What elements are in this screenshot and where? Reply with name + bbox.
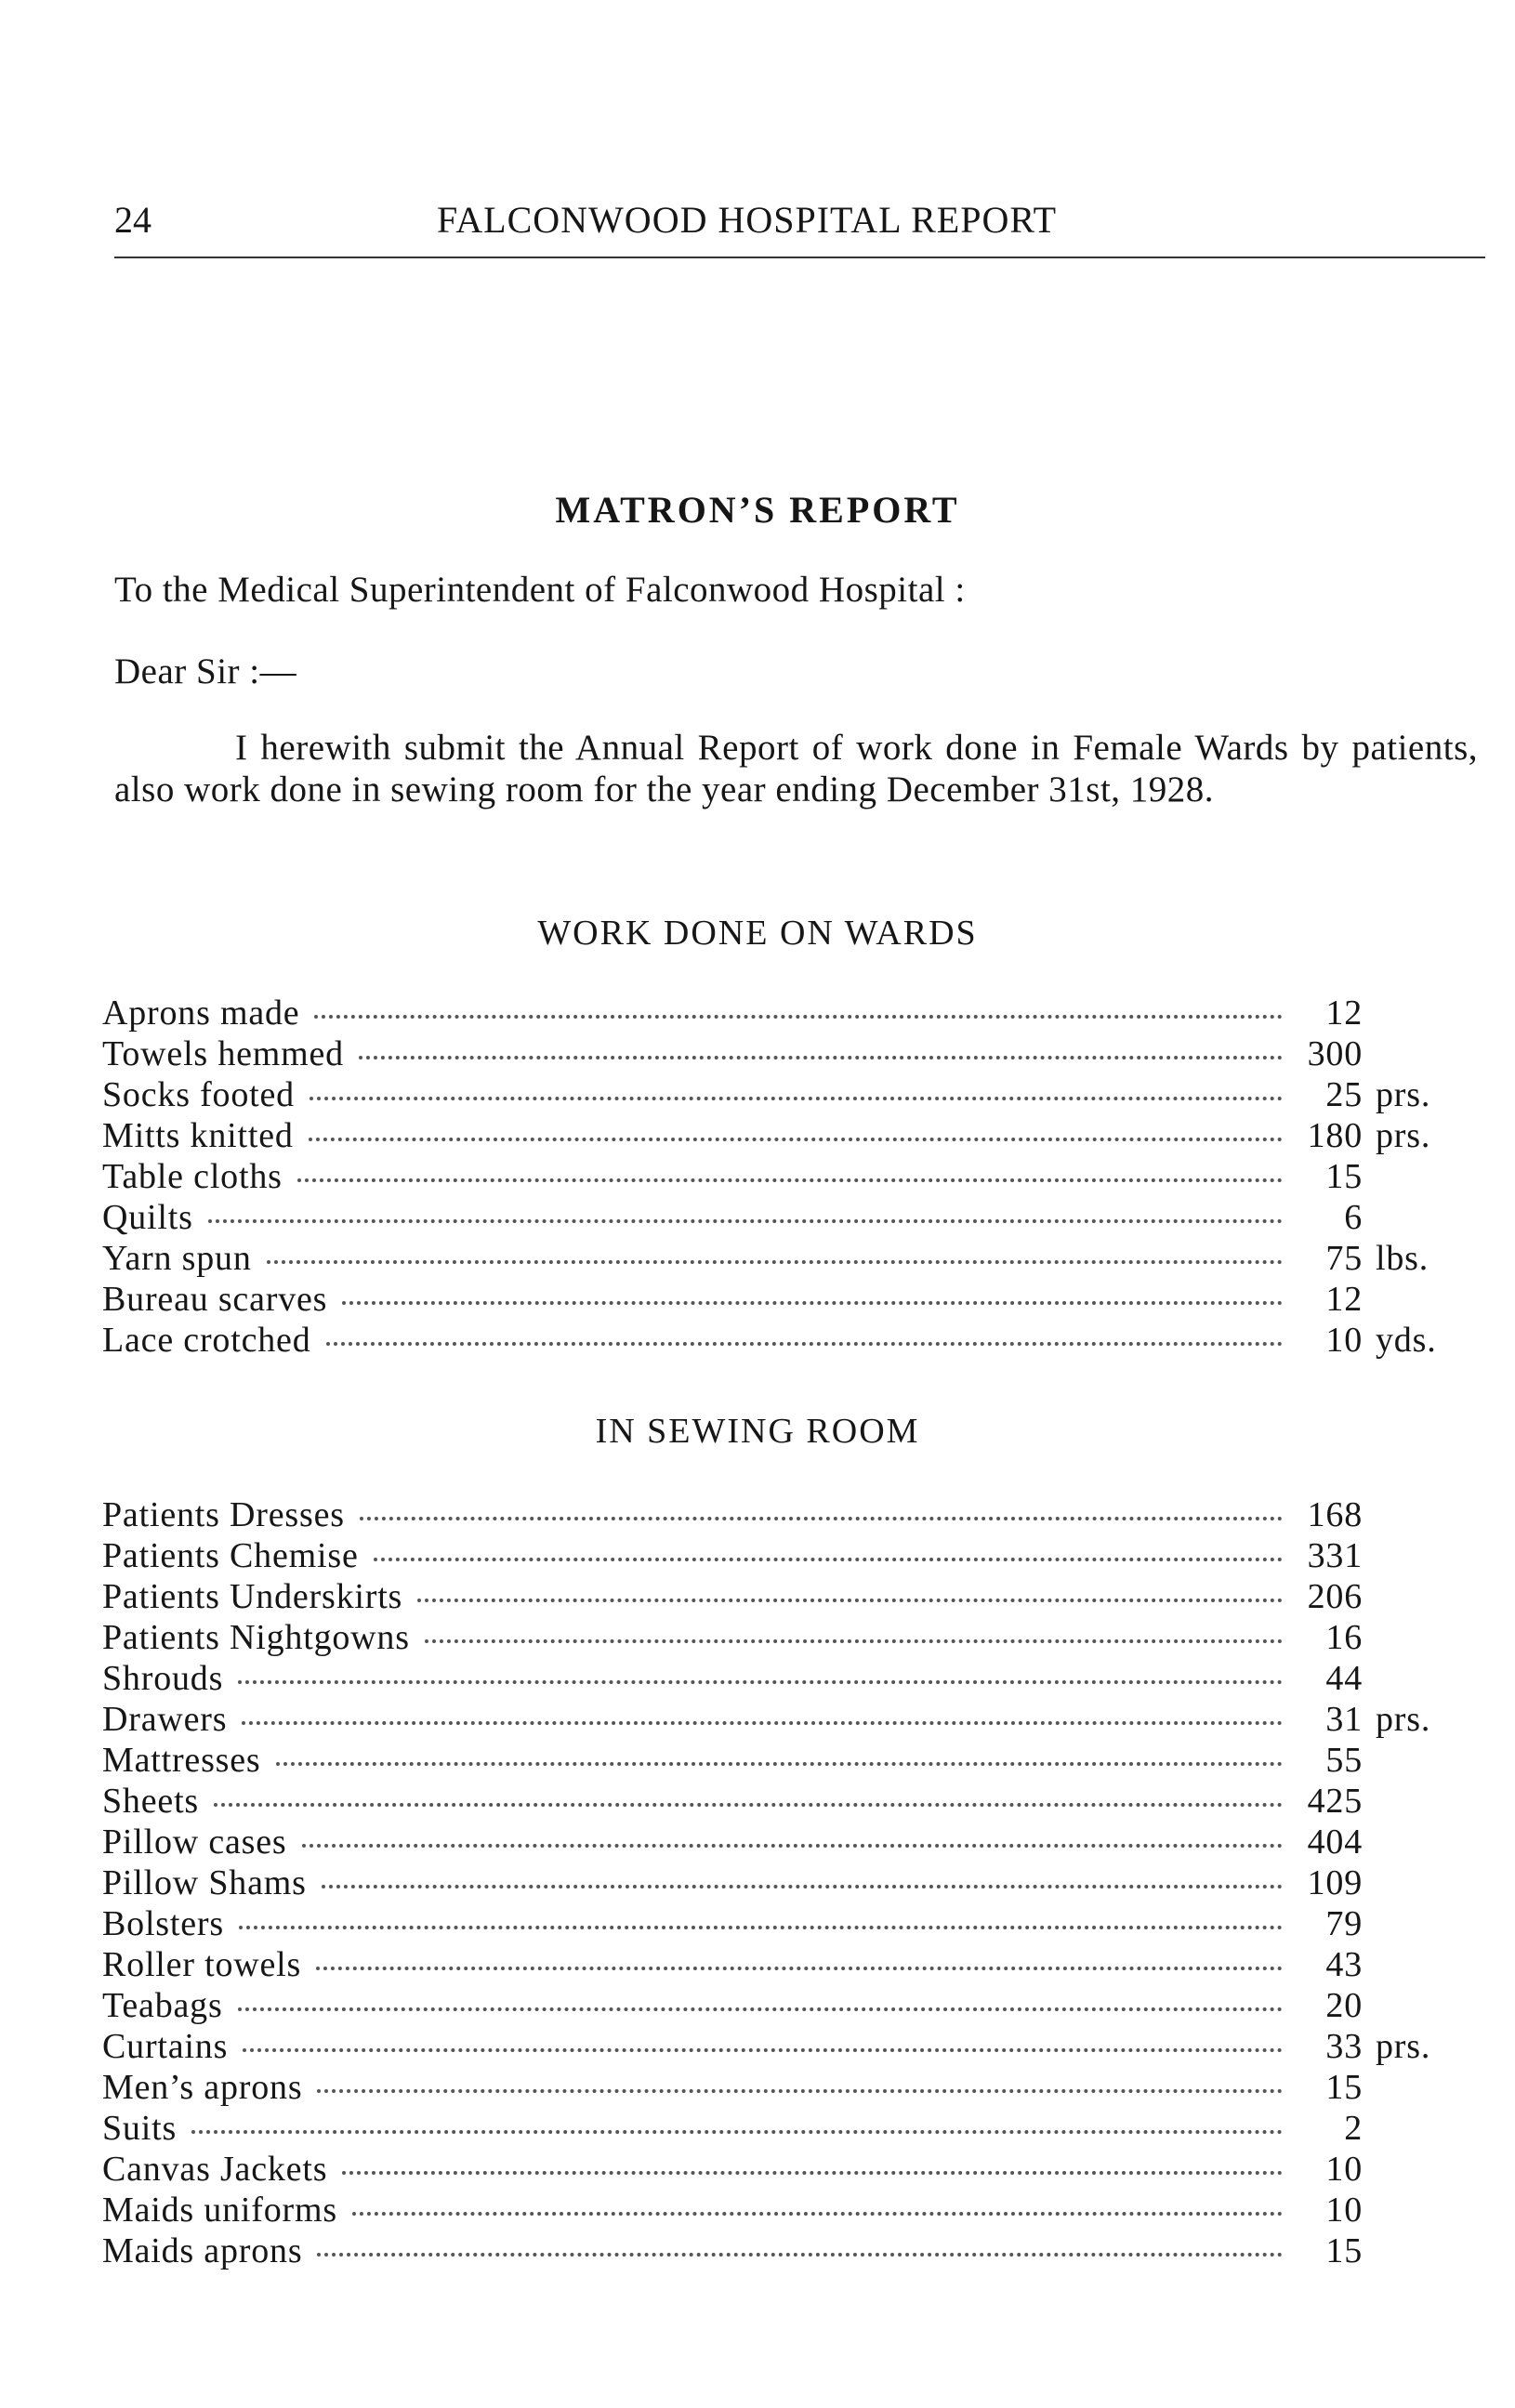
header-rule <box>114 257 1485 258</box>
dot-leader <box>316 1967 1283 1970</box>
list-item <box>102 1822 1478 1862</box>
dot-leader <box>243 2048 1283 2052</box>
list-item <box>102 1862 1478 1903</box>
item-name: Pillow cases <box>102 1822 287 1862</box>
item-name: Drawers <box>102 1700 228 1739</box>
item-name: Shrouds <box>102 1659 224 1698</box>
list-item <box>102 1617 1478 1658</box>
dot-leader <box>359 1056 1283 1059</box>
list-item <box>102 1944 1478 1985</box>
dot-leader <box>317 2253 1283 2257</box>
dot-leader <box>310 1097 1283 1100</box>
item-name: Mitts knitted <box>102 1116 294 1155</box>
item-quantity: 79 <box>1325 1904 1363 1943</box>
item-quantity: 16 <box>1325 1618 1363 1657</box>
dot-leader <box>238 2007 1283 2011</box>
item-name: Patients Underskirts <box>102 1577 403 1616</box>
item-quantity: 2 <box>1344 2109 1363 2148</box>
dot-leader <box>342 1301 1283 1305</box>
list-item <box>102 2230 1478 2271</box>
item-unit: yds. <box>1376 1321 1437 1360</box>
dot-leader <box>276 1762 1283 1766</box>
item-name: Patients Nightgowns <box>102 1618 410 1657</box>
dot-leader <box>417 1599 1283 1602</box>
item-quantity: 43 <box>1325 1945 1363 1984</box>
salutation: Dear Sir :— <box>114 651 297 691</box>
item-name: Aprons made <box>102 993 300 1033</box>
dot-leader <box>374 1558 1283 1561</box>
list-item <box>102 1279 1478 1320</box>
item-name: Maids uniforms <box>102 2191 337 2230</box>
item-name: Yarn spun <box>102 1239 252 1278</box>
item-quantity: 109 <box>1307 1863 1363 1902</box>
item-unit: prs. <box>1376 2027 1431 2066</box>
list-item <box>102 2108 1478 2149</box>
item-quantity: 180 <box>1307 1116 1363 1155</box>
report-title: MATRON’S REPORT <box>555 489 960 531</box>
item-quantity: 12 <box>1325 993 1363 1033</box>
page-number: 24 <box>114 199 152 241</box>
item-name: Pillow Shams <box>102 1863 307 1902</box>
list-item <box>102 2190 1478 2230</box>
item-quantity: 6 <box>1344 1198 1363 1237</box>
dot-leader <box>239 1926 1283 1929</box>
item-name: Patients Dresses <box>102 1495 345 1534</box>
dot-leader <box>322 1885 1283 1888</box>
dot-leader <box>297 1178 1283 1182</box>
dot-leader <box>302 1844 1283 1848</box>
list-item <box>102 1903 1478 1944</box>
item-quantity: 331 <box>1307 1536 1363 1575</box>
list-item <box>102 1115 1478 1156</box>
list-item <box>102 1781 1478 1822</box>
item-quantity: 33 <box>1325 2027 1363 2066</box>
list-item <box>102 1658 1478 1699</box>
dot-leader <box>360 1517 1283 1520</box>
list-item <box>102 1494 1478 1535</box>
item-name: Bolsters <box>102 1904 224 1943</box>
item-quantity: 20 <box>1325 1986 1363 2025</box>
item-name: Canvas Jackets <box>102 2150 328 2189</box>
sewing-section-heading: IN SEWING ROOM <box>595 1412 920 1451</box>
item-quantity: 168 <box>1307 1495 1363 1534</box>
item-quantity: 15 <box>1325 2068 1363 2107</box>
item-quantity: 31 <box>1325 1700 1363 1739</box>
list-item <box>102 1074 1478 1115</box>
item-name: Maids aprons <box>102 2231 303 2270</box>
dot-leader <box>242 1721 1283 1725</box>
item-quantity: 12 <box>1325 1280 1363 1319</box>
item-quantity: 206 <box>1307 1577 1363 1616</box>
item-name: Suits <box>102 2109 178 2148</box>
item-name: Curtains <box>102 2027 229 2066</box>
item-quantity: 300 <box>1307 1034 1363 1073</box>
sewing-list <box>102 1494 1478 2271</box>
dot-leader <box>317 2089 1283 2093</box>
item-quantity: 10 <box>1325 2150 1363 2189</box>
dot-leader <box>326 1342 1283 1346</box>
item-unit: lbs. <box>1376 1239 1429 1278</box>
item-quantity: 404 <box>1307 1822 1363 1862</box>
list-item <box>102 1197 1478 1238</box>
item-name: Lace crotched <box>102 1321 311 1360</box>
dot-leader <box>214 1803 1283 1807</box>
item-name: Socks footed <box>102 1075 295 1114</box>
intro-paragraph: I herewith submit the Annual Report of work done in Female Wards by patients, also work done in sewing room for the year ending December 31st, 1928. <box>114 728 1478 809</box>
dot-leader <box>314 1015 1283 1019</box>
item-quantity: 10 <box>1325 2191 1363 2230</box>
item-quantity: 44 <box>1325 1659 1363 1698</box>
list-item <box>102 2149 1478 2190</box>
item-name: Sheets <box>102 1782 200 1821</box>
list-item <box>102 2067 1478 2108</box>
dot-leader <box>309 1138 1283 1141</box>
wards-list <box>102 993 1478 1361</box>
dot-leader <box>208 1219 1283 1223</box>
wards-section-heading: WORK DONE ON WARDS <box>537 914 978 953</box>
list-item <box>102 1238 1478 1279</box>
dot-leader <box>352 2212 1283 2216</box>
item-name: Teabags <box>102 1986 223 2025</box>
item-name: Patients Chemise <box>102 1536 359 1575</box>
dot-leader <box>425 1639 1283 1643</box>
list-item <box>102 993 1478 1033</box>
item-name: Bureau scarves <box>102 1280 328 1319</box>
item-name: Mattresses <box>102 1741 261 1780</box>
item-unit: prs. <box>1376 1075 1431 1114</box>
list-item <box>102 1320 1478 1361</box>
item-quantity: 15 <box>1325 1157 1363 1196</box>
item-name: Roller towels <box>102 1945 302 1984</box>
item-quantity: 75 <box>1325 1239 1363 1278</box>
item-quantity: 10 <box>1325 1321 1363 1360</box>
item-unit: prs. <box>1376 1700 1431 1739</box>
list-item <box>102 2026 1478 2067</box>
running-head: FALCONWOOD HOSPITAL REPORT <box>437 199 1058 241</box>
item-name: Towels hemmed <box>102 1034 344 1073</box>
list-item <box>102 1156 1478 1197</box>
item-quantity: 15 <box>1325 2231 1363 2270</box>
list-item <box>102 1699 1478 1740</box>
list-item <box>102 1033 1478 1074</box>
dot-leader <box>342 2171 1283 2175</box>
item-quantity: 55 <box>1325 1741 1363 1780</box>
item-name: Men’s aprons <box>102 2068 303 2107</box>
list-item <box>102 1576 1478 1617</box>
item-quantity: 425 <box>1307 1782 1363 1821</box>
item-quantity: 25 <box>1325 1075 1363 1114</box>
dot-leader <box>267 1260 1283 1264</box>
address-line: To the Medical Superintendent of Falconwood Hospital : <box>114 570 966 610</box>
item-name: Quilts <box>102 1198 193 1237</box>
item-unit: prs. <box>1376 1116 1431 1155</box>
list-item <box>102 1740 1478 1781</box>
list-item <box>102 1535 1478 1576</box>
dot-leader <box>238 1680 1283 1684</box>
item-name: Table cloths <box>102 1157 283 1196</box>
list-item <box>102 1985 1478 2026</box>
dot-leader <box>191 2130 1283 2134</box>
